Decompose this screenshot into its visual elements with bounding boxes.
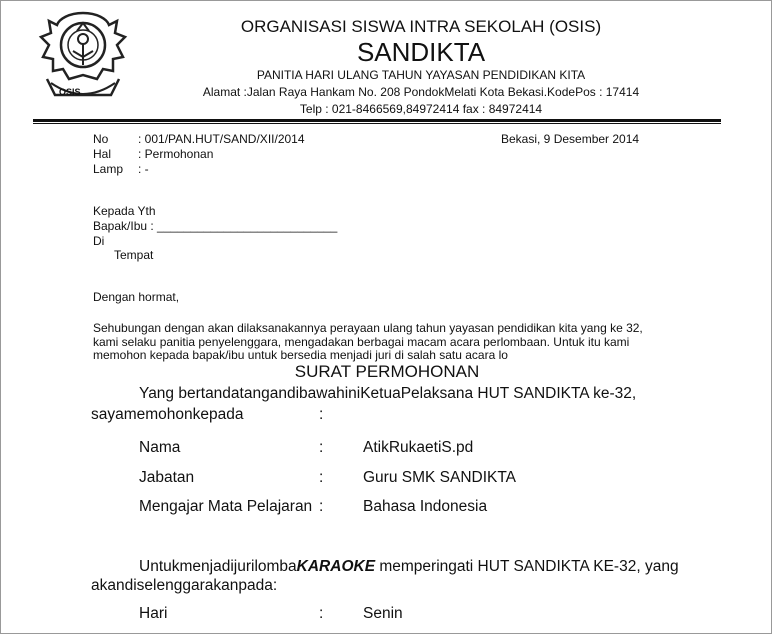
nama-label: Nama [139, 439, 181, 456]
nama-value: AtikRukaetiS.pd [363, 439, 474, 456]
greeting: Dengan hormat, [93, 290, 180, 304]
surat-title: SURAT PERMOHONAN [294, 362, 480, 381]
body-paragraph-line-1: Sehubungan dengan akan dilaksanakannya perayaan ulang tahun yayasan pendidikan kita yang ke 32, [93, 321, 643, 335]
header-divider [33, 119, 721, 122]
no-label: No [93, 132, 109, 146]
event-line-1 [139, 558, 679, 576]
nama-colon: : [319, 439, 324, 456]
intro-colon: : [319, 406, 324, 423]
hari-label: Hari [139, 605, 168, 622]
intro-line-1: Yang bertandatangandibawahiniKetuaPelaksana HUT SANDIKTA ke-32, [139, 385, 637, 402]
event-line-2: akandiselenggarakanpada: [91, 577, 278, 594]
mapel-value: Bahasa Indonesia [363, 498, 488, 515]
organization-name: ORGANISASI SISWA INTRA SEKOLAH (OSIS) [240, 17, 602, 36]
committee-name: PANITIA HARI ULANG TAHUN YAYASAN PENDIDIKAN KITA [256, 68, 586, 82]
body-paragraph-line-3: memohon kepada bapak/ibu untuk bersedia menjadi juri di salah satu acara lo [93, 348, 508, 362]
lamp-label: Lamp [93, 162, 124, 176]
address-line: Alamat :Jalan Raya Hankam No. 208 PondokMelati Kota Bekasi.KodePos : 17414 [202, 85, 640, 99]
event-pre: Untukmenjadijurilomba [139, 558, 297, 575]
event-post: memperingati HUT SANDIKTA KE-32, yang [375, 558, 679, 575]
no-value: : 001/PAN.HUT/SAND/XII/2014 [138, 132, 305, 146]
body-paragraph-line-2: kami selaku panitia penyelenggara, mengadakan berbagai macam acara perlombaan. Untuk itu kami [93, 335, 630, 349]
mapel-colon: : [319, 498, 324, 515]
jabatan-colon: : [319, 469, 324, 486]
jabatan-label: Jabatan [139, 469, 195, 486]
mapel-label: Mengajar Mata Pelajaran [139, 498, 313, 515]
hari-value: Senin [363, 605, 403, 622]
phone-line: Telp : 021-8466569,84972414 fax : 84972414 [299, 102, 543, 116]
lamp-value: : - [138, 162, 149, 176]
place-date: Bekasi, 9 Desember 2014 [501, 132, 640, 146]
recipient-line-2: Bapak/Ibu : ___________________________ [93, 219, 338, 233]
school-name: SANDIKTA [356, 37, 486, 67]
logo-text: OSIS [59, 87, 81, 97]
recipient-line-3: Di [93, 234, 105, 248]
recipient-line-4: Tempat [114, 248, 154, 262]
osis-logo-icon [37, 9, 129, 109]
event-name: KARAOKE [296, 558, 376, 575]
intro-line-2: sayamemohonkepada [91, 406, 244, 423]
recipient-line-1: Kepada Yth [93, 204, 156, 218]
hal-label: Hal [93, 147, 112, 161]
header-divider-thin [33, 123, 721, 124]
hal-value: : Permohonan [138, 147, 214, 161]
hari-colon: : [319, 605, 324, 622]
jabatan-value: Guru SMK SANDIKTA [363, 469, 517, 486]
